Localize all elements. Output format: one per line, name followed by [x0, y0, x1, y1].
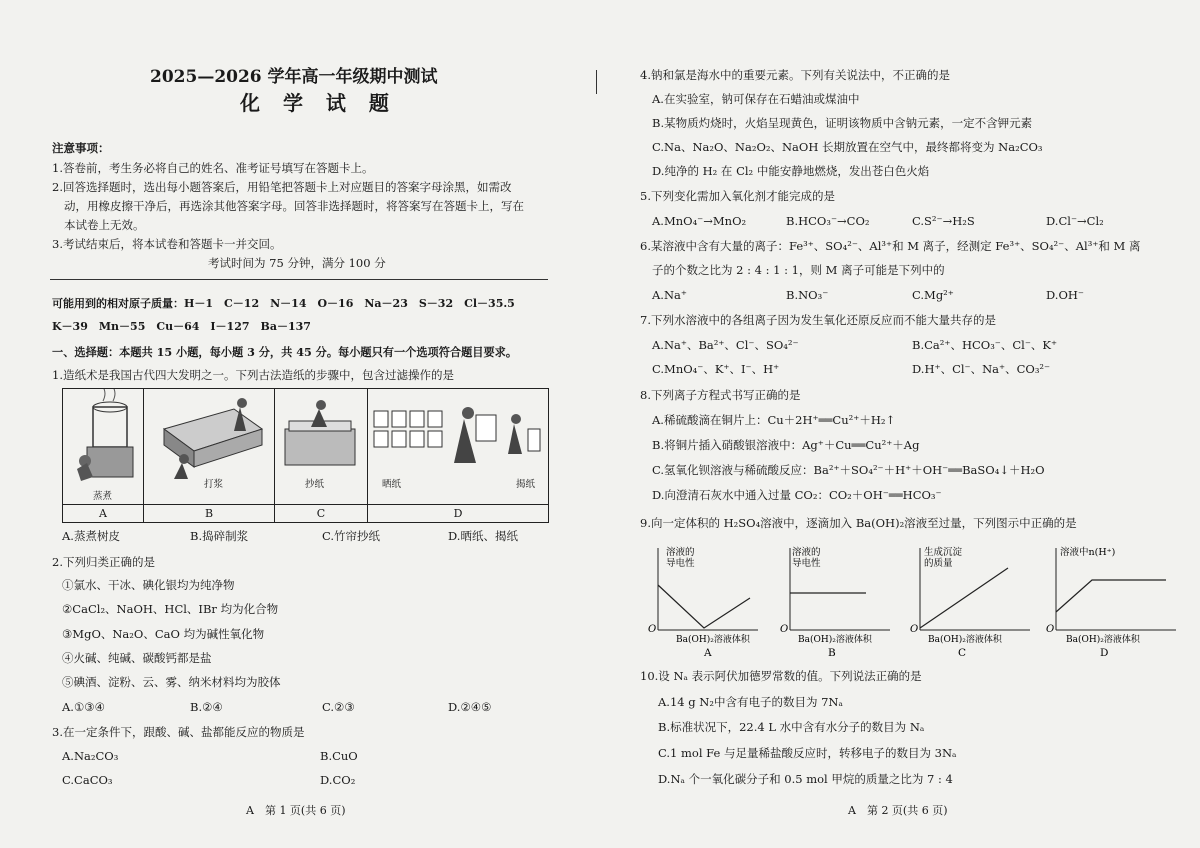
q6-option: A.Na⁺: [652, 288, 687, 302]
graph-letter: D: [1100, 647, 1109, 659]
q2-option: A.①③④: [62, 700, 105, 714]
graph-a: [646, 540, 766, 660]
q8-option: B.将铜片插入硝酸银溶液中：Ag⁺＋Cu══Cu²⁺＋Ag: [652, 438, 920, 452]
q7-option: C.MnO₄⁻、K⁺、I⁻、H⁺: [652, 362, 780, 376]
q10-option: D.Nₐ 个一氧化碳分子和 0.5 mol 甲烷的质量之比为 7 : 4: [658, 772, 953, 786]
subject-title: 化 学 试 题: [240, 91, 397, 115]
page-footer: A 第 1 页(共 6 页): [246, 804, 346, 817]
q2-item: ②CaCl₂、NaOH、HCl、IBr 均为化合物: [62, 602, 279, 616]
curve: [1056, 580, 1166, 612]
atomic-masses: 可能用到的相对原子质量：H－1 C－12 N－14 O－16 Na－23 S－32 Cl－35.5: [52, 297, 515, 310]
q5-option: D.Cl⁻→Cl₂: [1046, 214, 1104, 228]
note-line: 3.考试结束后，将本试卷和答题卡一并交回。: [52, 237, 282, 251]
q2-item: ④火碱、纯碱、碳酸钙都是盐: [62, 651, 212, 665]
y-label: 溶液的导电性: [792, 547, 821, 569]
x-label: Ba(OH)₂溶液体积: [1066, 635, 1140, 645]
q2-option: D.②④⑤: [448, 700, 492, 714]
graph-letter: C: [958, 647, 967, 659]
q8-option: C.氢氧化钡溶液与稀硫酸反应：Ba²⁺＋SO₄²⁻＋H⁺＋OH⁻══BaSO₄↓＋H₂O: [652, 463, 1045, 477]
q1-stem: 1.造纸术是我国古代四大发明之一。下列古法造纸的步骤中，包含过滤操作的是: [52, 368, 454, 382]
q10-option: C.1 mol Fe 与足量稀盐酸反应时，转移电子的数目为 3Nₐ: [658, 746, 957, 760]
curve: [658, 585, 750, 628]
q8-option: D.向澄清石灰水中通入过量 CO₂：CO₂＋OH⁻══HCO₃⁻: [652, 488, 942, 502]
q2-item: ③MgO、Na₂O、CaO 均为碱性氧化物: [62, 627, 265, 641]
q10-stem: 10.设 Nₐ 表示阿伏加德罗常数的值。下列说法正确的是: [640, 669, 922, 683]
q7-option: A.Na⁺、Ba²⁺、Cl⁻、SO₄²⁻: [652, 338, 799, 352]
note-line: 2.回答选择题时，选出每小题答案后，用铅笔把答题卡上对应题目的答案字母涂黑，如需改: [52, 180, 512, 194]
q2-item: ⑤碘酒、淀粉、云、雾、纳米材料均为胶体: [62, 675, 281, 689]
q10-option: A.14 g N₂中含有电子的数目为 7Nₐ: [658, 695, 843, 709]
origin-label: O: [910, 624, 919, 635]
q1-option: A.蒸煮树皮: [62, 529, 120, 543]
col-label: B: [144, 505, 275, 523]
q7-option: D.H⁺、Cl⁻、Na⁺、CO₃²⁻: [912, 362, 1051, 376]
graph-d: [1044, 540, 1184, 660]
x-label: Ba(OH)₂溶液体积: [928, 635, 1002, 645]
q2-option: B.②④: [190, 700, 223, 714]
note-line: 1.答卷前，考生务必将自己的姓名、准考证号填写在答题卡上。: [52, 161, 374, 175]
q3-stem: 3.在一定条件下，跟酸、碱、盐都能反应的物质是: [52, 725, 305, 739]
q6-stem: 子的个数之比为 2 : 4 : 1 : 1，则 M 离子可能是下列中的: [652, 263, 945, 277]
q1-option: B.捣碎制浆: [190, 529, 249, 543]
q2-item: ①氯水、干冰、碘化银均为纯净物: [62, 578, 235, 592]
q6-stem: 6.某溶液中含有大量的离子：Fe³⁺、SO₄²⁻、Al³⁺和 M 离子，经测定 Fe³⁺、SO₄²⁻、Al³⁺和 M 离: [640, 239, 1141, 253]
pic-label: 打浆: [204, 479, 224, 490]
col-label: D: [368, 505, 549, 523]
q10-option: B.标准状况下，22.4 L 水中含有水分子的数目为 Nₐ: [658, 720, 925, 734]
graph-c: [908, 540, 1038, 660]
q2-option: C.②③: [322, 700, 355, 714]
q4-option: C.Na、Na₂O、Na₂O₂、NaOH 长期放置在空气中，最终都将变为 Na₂CO₃: [652, 140, 1043, 154]
q5-stem: 5.下列变化需加入氧化剂才能完成的是: [640, 189, 835, 203]
y-label: 生成沉淀的质量: [924, 547, 963, 569]
section-heading: 一、选择题：本题共 15 小题，每小题 3 分，共 45 分。每小题只有一个选项符合题目要求。: [52, 345, 518, 359]
pic-label: 揭纸: [516, 479, 536, 490]
q8-option: A.稀硫酸滴在铜片上：Cu＋2H⁺══Cu²⁺＋H₂↑: [652, 413, 896, 427]
q8-stem: 8.下列离子方程式书写正确的是: [640, 388, 801, 402]
note-line: 本试卷上无效。: [64, 218, 145, 232]
notes-heading: 注意事项：: [52, 141, 110, 155]
q3-option: A.Na₂CO₃: [62, 749, 119, 763]
sheet-forming-illustration: [275, 389, 367, 504]
q6-option: C.Mg²⁺: [912, 288, 954, 302]
divider: [50, 279, 548, 280]
q6-option: D.OH⁻: [1046, 288, 1084, 302]
q4-option: D.纯净的 H₂ 在 Cl₂ 中能安静地燃烧，发出苍白色火焰: [652, 164, 930, 178]
time-note: 考试时间为 75 分钟，满分 100 分: [208, 256, 386, 270]
y-label: 溶液的导电性: [666, 547, 695, 569]
exam-title: 2025—2026 学年高一年级期中测试: [150, 67, 438, 87]
page-footer: A 第 2 页(共 6 页): [848, 804, 948, 817]
q3-option: B.CuO: [320, 749, 358, 763]
q3-option: C.CaCO₃: [62, 773, 113, 787]
q1-option: C.竹帘抄纸: [322, 529, 381, 543]
pic-label: 抄纸: [305, 479, 325, 490]
col-label: C: [275, 505, 368, 523]
q7-option: B.Ca²⁺、HCO₃⁻、Cl⁻、K⁺: [912, 338, 1058, 352]
x-label: Ba(OH)₂溶液体积: [798, 635, 872, 645]
q4-option: A.在实验室，钠可保存在石蜡油或煤油中: [652, 92, 860, 106]
atomic-masses: K－39 Mn－55 Cu－64 I－127 Ba－137: [52, 320, 311, 333]
pic-label: 蒸煮: [93, 491, 113, 502]
note-line: 动，用橡皮擦干净后，再选涂其他答案字母。回答非选择题时，将答案写在答题卡上，写在: [64, 199, 524, 213]
drying-peeling-illustration: [368, 389, 548, 504]
q3-option: D.CO₂: [320, 773, 356, 787]
origin-label: O: [780, 624, 789, 635]
papermaking-figure: [62, 388, 549, 523]
origin-label: O: [648, 624, 657, 635]
x-label: Ba(OH)₂溶液体积: [676, 635, 750, 645]
graph-b: [778, 540, 898, 660]
q5-option: A.MnO₄⁻→MnO₂: [652, 214, 747, 228]
q5-option: B.HCO₃⁻→CO₂: [786, 214, 870, 228]
pulping-illustration: [144, 389, 274, 504]
q4-option: B.某物质灼烧时，火焰呈现黄色，证明该物质中含钠元素，一定不含钾元素: [652, 116, 1033, 130]
steaming-illustration: [63, 389, 143, 504]
curve: [920, 568, 1008, 628]
q7-stem: 7.下列水溶液中的各组离子因为发生氧化还原反应而不能大量共存的是: [640, 313, 996, 327]
col-label: A: [63, 505, 144, 523]
graph-letter: B: [828, 647, 836, 659]
graph-letter: A: [704, 647, 712, 659]
origin-label: O: [1046, 624, 1055, 635]
q9-stem: 9.向一定体积的 H₂SO₄溶液中，逐滴加入 Ba(OH)₂溶液至过量，下列图示中正确的是: [640, 516, 1077, 530]
page-divider: [596, 70, 597, 94]
q2-stem: 2.下列归类正确的是: [52, 555, 155, 569]
pic-label: 晒纸: [382, 479, 402, 490]
page-2: [600, 0, 1200, 848]
q1-option: D.晒纸、揭纸: [448, 529, 518, 543]
y-label: 溶液中n(H⁺): [1060, 547, 1116, 558]
q6-option: B.NO₃⁻: [786, 288, 829, 302]
q5-option: C.S²⁻→H₂S: [912, 214, 975, 228]
q4-stem: 4.钠和氯是海水中的重要元素。下列有关说法中，不正确的是: [640, 68, 950, 82]
